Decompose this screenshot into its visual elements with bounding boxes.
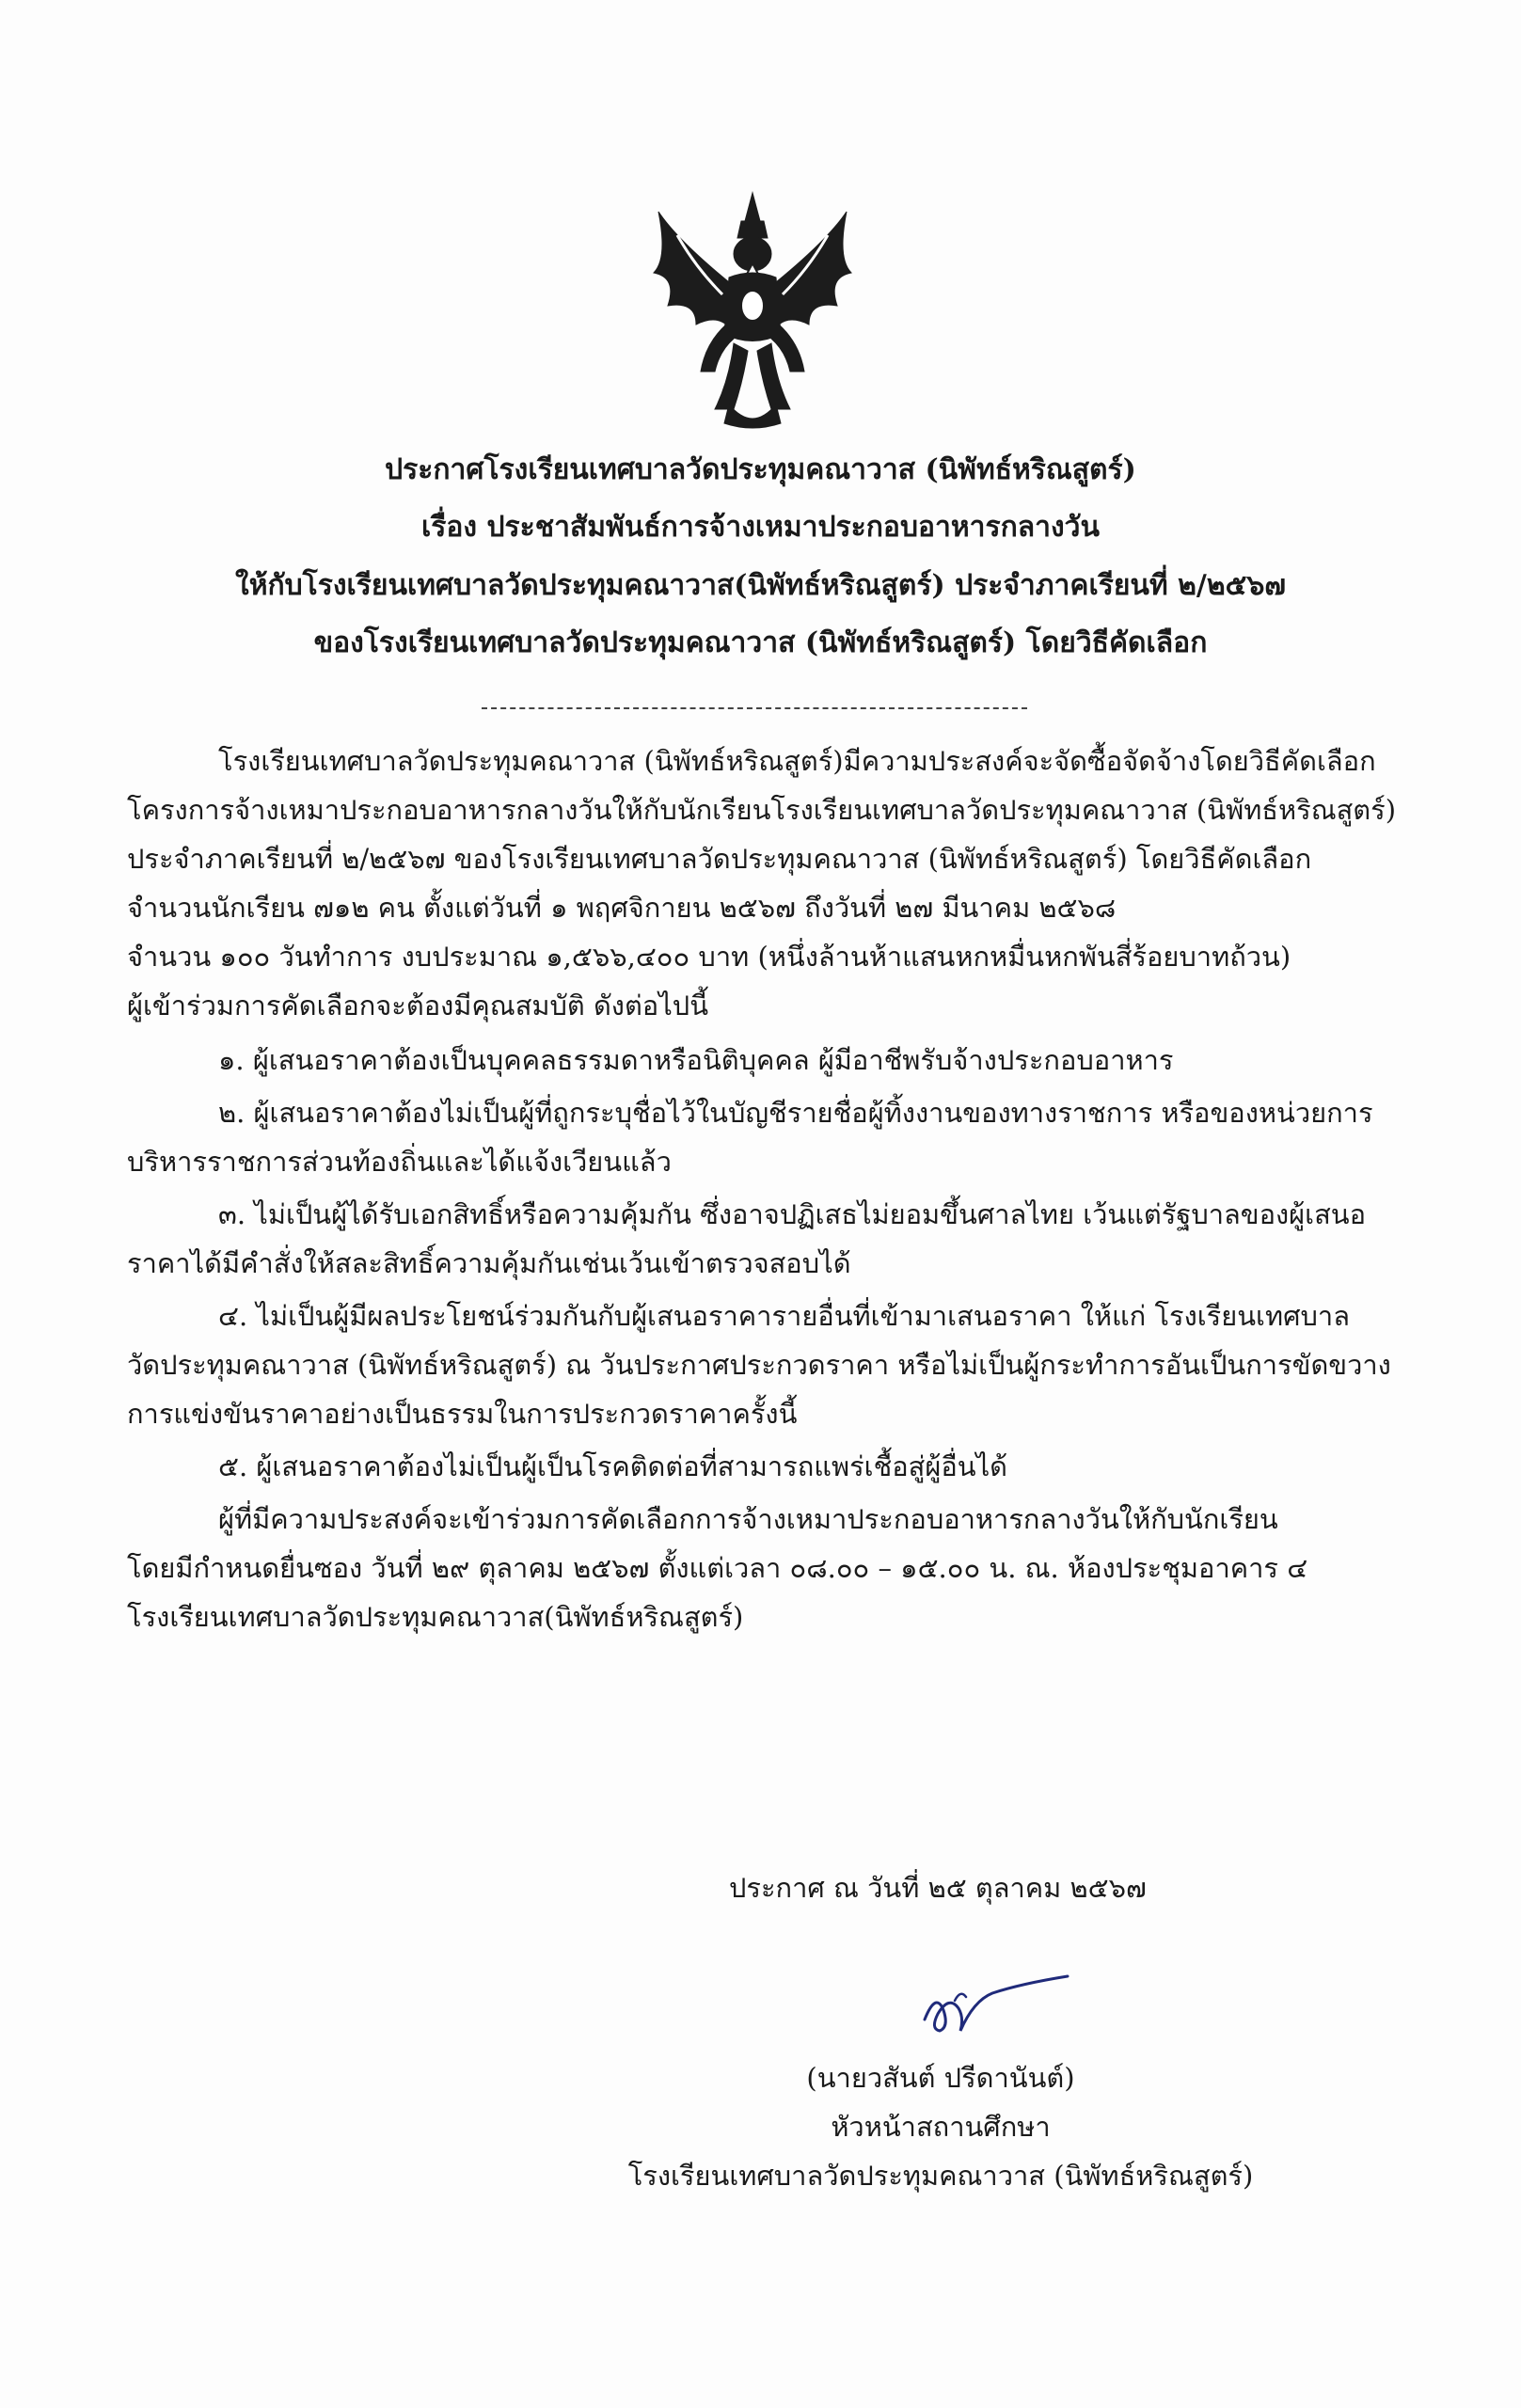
- qualification-item-4-cont: การแข่งขันราคาอย่างเป็นธรรมในการประกวดราคาครั้งนี้: [127, 1398, 798, 1430]
- heading-divider: [482, 707, 1027, 709]
- heading-line-4: ของโรงเรียนเทศบาลวัดประทุมคณาวาส (นิพัทธ์หริณสูตร์) โดยวิธีคัดเลือก: [313, 626, 1208, 659]
- closing-line: โรงเรียนเทศบาลวัดประทุมคณาวาส(นิพัทธ์หริณสูตร์): [127, 1601, 744, 1633]
- qualification-item-3: ๓. ไม่เป็นผู้ได้รับเอกสิทธิ์หรือความคุ้มกัน ซึ่งอาจปฏิเสธไม่ยอมขึ้นศาลไทย เว้นแต่รัฐบาลของผู้เสนอ: [218, 1198, 1367, 1230]
- intro-line: ประจำภาคเรียนที่ ๒/๒๕๖๗ ของโรงเรียนเทศบาลวัดประทุมคณาวาส (นิพัทธ์หริณสูตร์) โดยวิธีคัดเลือก: [127, 843, 1312, 875]
- qualification-item-2: ๒. ผู้เสนอราคาต้องไม่เป็นผู้ที่ถูกระบุชื่อไว้ในบัญชีรายชื่อผู้ทิ้งงานของทางราชการ หรือของหน่วยการ: [218, 1097, 1373, 1129]
- qualification-item-4: ๔. ไม่เป็นผู้มีผลประโยชน์ร่วมกันกับผู้เสนอราคารายอื่นที่เข้ามาเสนอราคา ให้แก่ โรงเรียนเทศบาล: [218, 1300, 1350, 1332]
- intro-line: จำนวน ๑๐๐ วันทำการ งบประมาณ ๑,๕๖๖,๔๐๐ บาท (หนึ่งล้านห้าแสนหกหมื่นหกพันสี่ร้อยบาทถ้วน): [127, 941, 1291, 973]
- closing-line: ผู้ที่มีความประสงค์จะเข้าร่วมการคัดเลือกการจ้างเหมาประกอบอาหารกลางวันให้กับนักเรียน: [218, 1503, 1278, 1535]
- qualification-item-2-cont: บริหารราชการส่วนท้องถิ่นและได้แจ้งเวียนแล้ว: [127, 1146, 672, 1178]
- intro-line: จำนวนนักเรียน ๗๑๒ คน ตั้งแต่วันที่ ๑ พฤศจิกายน ๒๕๖๗ ถึงวันที่ ๒๗ มีนาคม ๒๕๖๘: [127, 892, 1117, 924]
- qualification-item-5: ๕. ผู้เสนอราคาต้องไม่เป็นผู้เป็นโรคติดต่อที่สามารถแพร่เชื้อสู่ผู้อื่นได้: [218, 1450, 1008, 1482]
- qualification-item-1: ๑. ผู้เสนอราคาต้องเป็นบุคคลธรรมดาหรือนิติบุคคล ผู้มีอาชีพรับจ้างประกอบอาหาร: [218, 1044, 1174, 1076]
- qualification-item-4-cont: วัดประทุมคณาวาส (นิพัทธ์หริณสูตร์) ณ วันประกาศประกวดราคา หรือไม่เป็นผู้กระทำการอันเป็นการขัดขวาง: [127, 1349, 1391, 1381]
- signatory-organization: โรงเรียนเทศบาลวัดประทุมคณาวาส (นิพัทธ์หริณสูตร์): [627, 2160, 1254, 2192]
- qualification-item-3-cont: ราคาได้มีคำสั่งให้สละสิทธิ์ความคุ้มกันเช่นเว้นเข้าตรวจสอบได้: [127, 1247, 851, 1279]
- signatory-name: (นายวสันต์ ปรีดานันต์): [806, 2062, 1075, 2094]
- announcement-date: ประกาศ ณ วันที่ ๒๕ ตุลาคม ๒๕๖๗: [729, 1872, 1147, 1904]
- closing-line: โดยมีกำหนดยื่นซอง วันที่ ๒๙ ตุลาคม ๒๕๖๗ ตั้งแต่เวลา ๐๘.๐๐ – ๑๕.๐๐ น. ณ. ห้องประชุมอาคาร ๔: [127, 1552, 1308, 1584]
- signatory-position: หัวหน้าสถานศึกษา: [831, 2111, 1051, 2143]
- heading-line-3: ให้กับโรงเรียนเทศบาลวัดประทุมคณาวาส(นิพัทธ์หริณสูตร์) ประจำภาคเรียนที่ ๒/๒๕๖๗: [235, 569, 1286, 602]
- intro-line: ผู้เข้าร่วมการคัดเลือกจะต้องมีคุณสมบัติ ดังต่อไปนี้: [127, 990, 709, 1022]
- handwritten-signature: [917, 1972, 1077, 2040]
- heading-line-1: ประกาศโรงเรียนเทศบาลวัดประทุมคณาวาส (นิพัทธ์หริณสูตร์): [385, 453, 1136, 486]
- intro-line: โรงเรียนเทศบาลวัดประทุมคณาวาส (นิพัทธ์หริณสูตร์)มีความประสงค์จะจัดซื้อจัดจ้างโดยวิธีคัดเลือก: [218, 745, 1376, 777]
- intro-line: โครงการจ้างเหมาประกอบอาหารกลางวันให้กับนักเรียนโรงเรียนเทศบาลวัดประทุมคณาวาส (นิพัทธ์หริณสูตร์): [127, 794, 1397, 826]
- heading-line-2: เรื่อง ประชาสัมพันธ์การจ้างเหมาประกอบอาหารกลางวัน: [421, 511, 1100, 544]
- garuda-emblem-icon: [640, 183, 865, 433]
